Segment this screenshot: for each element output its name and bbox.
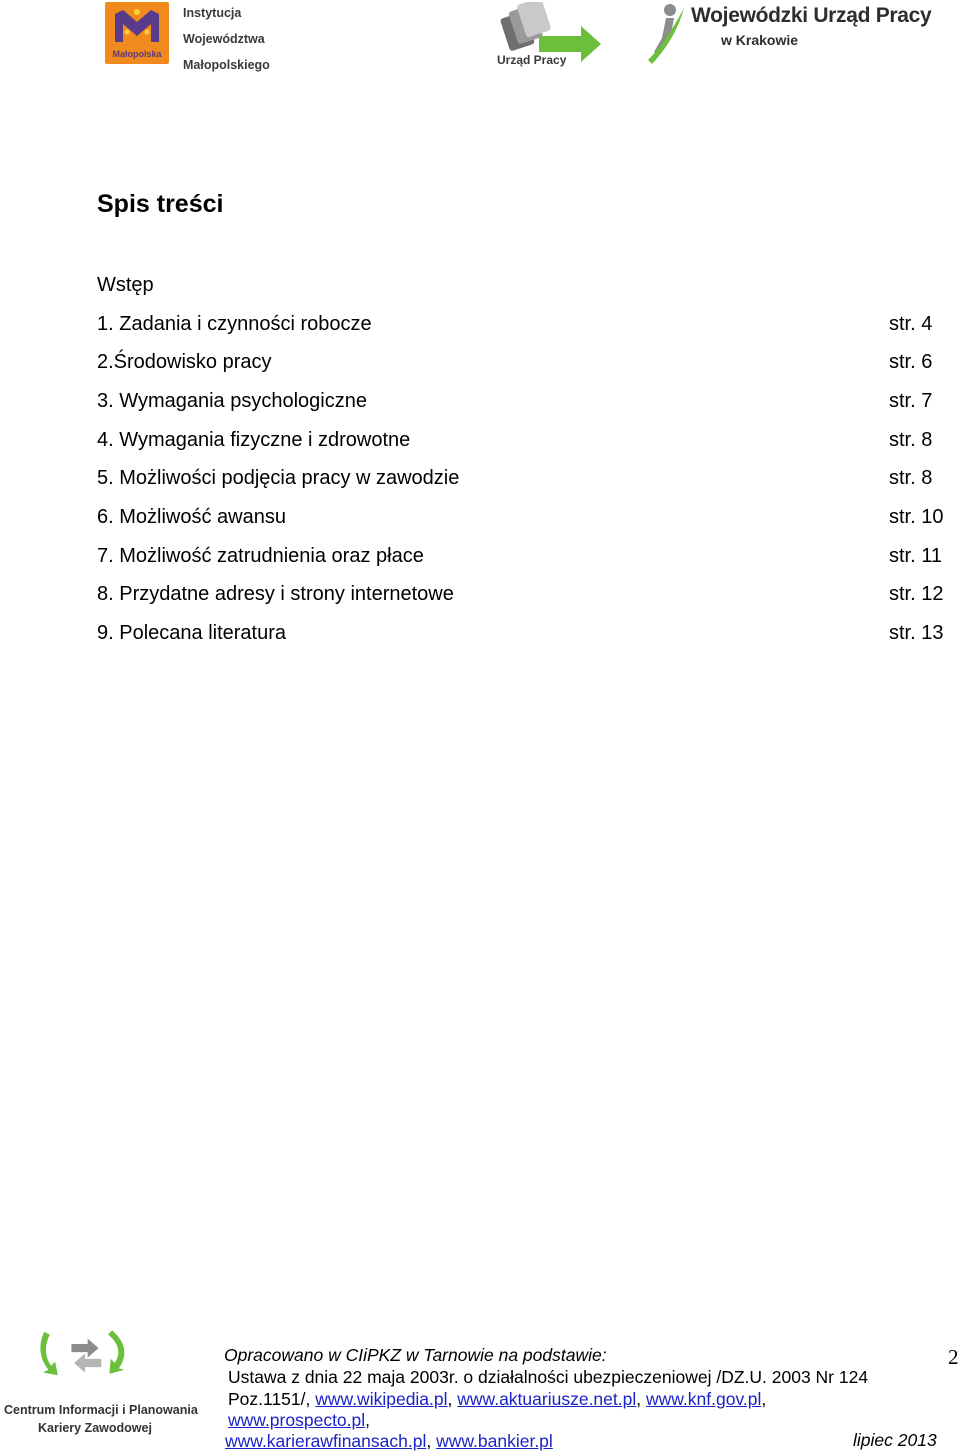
document-date: lipiec 2013 (853, 1430, 937, 1450)
institution-line: Małopolskiego (183, 58, 270, 72)
toc-label: 1. Zadania i czynności robocze (97, 313, 372, 335)
toc-row (97, 583, 952, 621)
wup-subtitle: w Krakowie (721, 32, 799, 48)
toc-row (97, 313, 952, 351)
toc-page: str. 11 (889, 545, 942, 567)
source-line: Poz.1151/, www.wikipedia.pl, www.aktuariusze.net.pl, www.knf.gov.pl, (228, 1389, 767, 1409)
toc-page: str. 7 (889, 390, 933, 412)
toc-page: str. 13 (889, 622, 944, 644)
wup-title: Wojewódzki Urząd Pracy (691, 4, 932, 27)
toc-label: 4. Wymagania fizyczne i zdrowotne (97, 429, 411, 451)
toc-row (97, 429, 952, 467)
toc-page: str. 4 (889, 313, 933, 335)
toc-label: 8. Przydatne adresy i strony internetowe (97, 583, 454, 605)
link-aktuariusze[interactable]: www.aktuariusze.net.pl (457, 1389, 637, 1409)
source-heading: Opracowano w CIiPKZ w Tarnowie na podstawie: (224, 1345, 607, 1365)
link-karierawfinansach[interactable]: www.karierawfinansach.pl (225, 1431, 427, 1451)
source-line: www.prospecto.pl, (228, 1410, 371, 1430)
source-text: Poz.1151/, (228, 1389, 311, 1409)
toc-page: str. 8 (889, 429, 933, 451)
cip-name-line: Centrum Informacji i Planowania (4, 1403, 198, 1417)
toc-label: 2.Środowisko pracy (97, 351, 272, 373)
malopolska-logo-text: Małopolska (112, 49, 162, 59)
toc-intro: Wstęp (97, 274, 154, 296)
toc-label: 7. Możliwość zatrudnienia oraz płace (97, 545, 424, 567)
toc-page: str. 8 (889, 467, 933, 489)
toc-row (97, 506, 952, 544)
wup-figure-logo (640, 2, 690, 64)
link-bankier[interactable]: www.bankier.pl (436, 1431, 553, 1451)
toc-row (97, 622, 952, 660)
urzad-pracy-caption: Urząd Pracy (497, 53, 567, 67)
page-title: Spis treści (97, 190, 224, 218)
link-knf[interactable]: www.knf.gov.pl (645, 1389, 762, 1409)
toc-row (97, 467, 952, 505)
toc-label: 3. Wymagania psychologiczne (97, 390, 367, 412)
toc-label: 5. Możliwości podjęcia pracy w zawodzie (97, 467, 460, 489)
malopolska-logo (105, 2, 169, 64)
toc-page: str. 10 (889, 506, 944, 528)
institution-name (183, 0, 270, 78)
source-line: Ustawa z dnia 22 maja 2003r. o działalności ubezpieczeniowej /DZ.U. 2003 Nr 124 (228, 1367, 869, 1387)
cip-name-line: Kariery Zawodowej (38, 1421, 152, 1435)
toc-row (97, 390, 952, 428)
toc-label: 9. Polecana literatura (97, 622, 287, 644)
toc-page: str. 12 (889, 583, 944, 605)
toc-label: 6. Możliwość awansu (97, 506, 286, 528)
toc-row (97, 351, 952, 389)
link-wikipedia[interactable]: www.wikipedia.pl (315, 1389, 448, 1409)
institution-line: Województwa (183, 32, 265, 46)
source-line: www.karierawfinansach.pl, www.bankier.pl (225, 1431, 553, 1451)
toc-row (97, 545, 952, 583)
toc-page: str. 6 (889, 351, 933, 373)
cip-logo (4, 1325, 170, 1401)
page-number: 2 (948, 1345, 959, 1369)
institution-line: Instytucja (183, 6, 242, 20)
link-prospecto[interactable]: www.prospecto.pl (228, 1410, 366, 1430)
